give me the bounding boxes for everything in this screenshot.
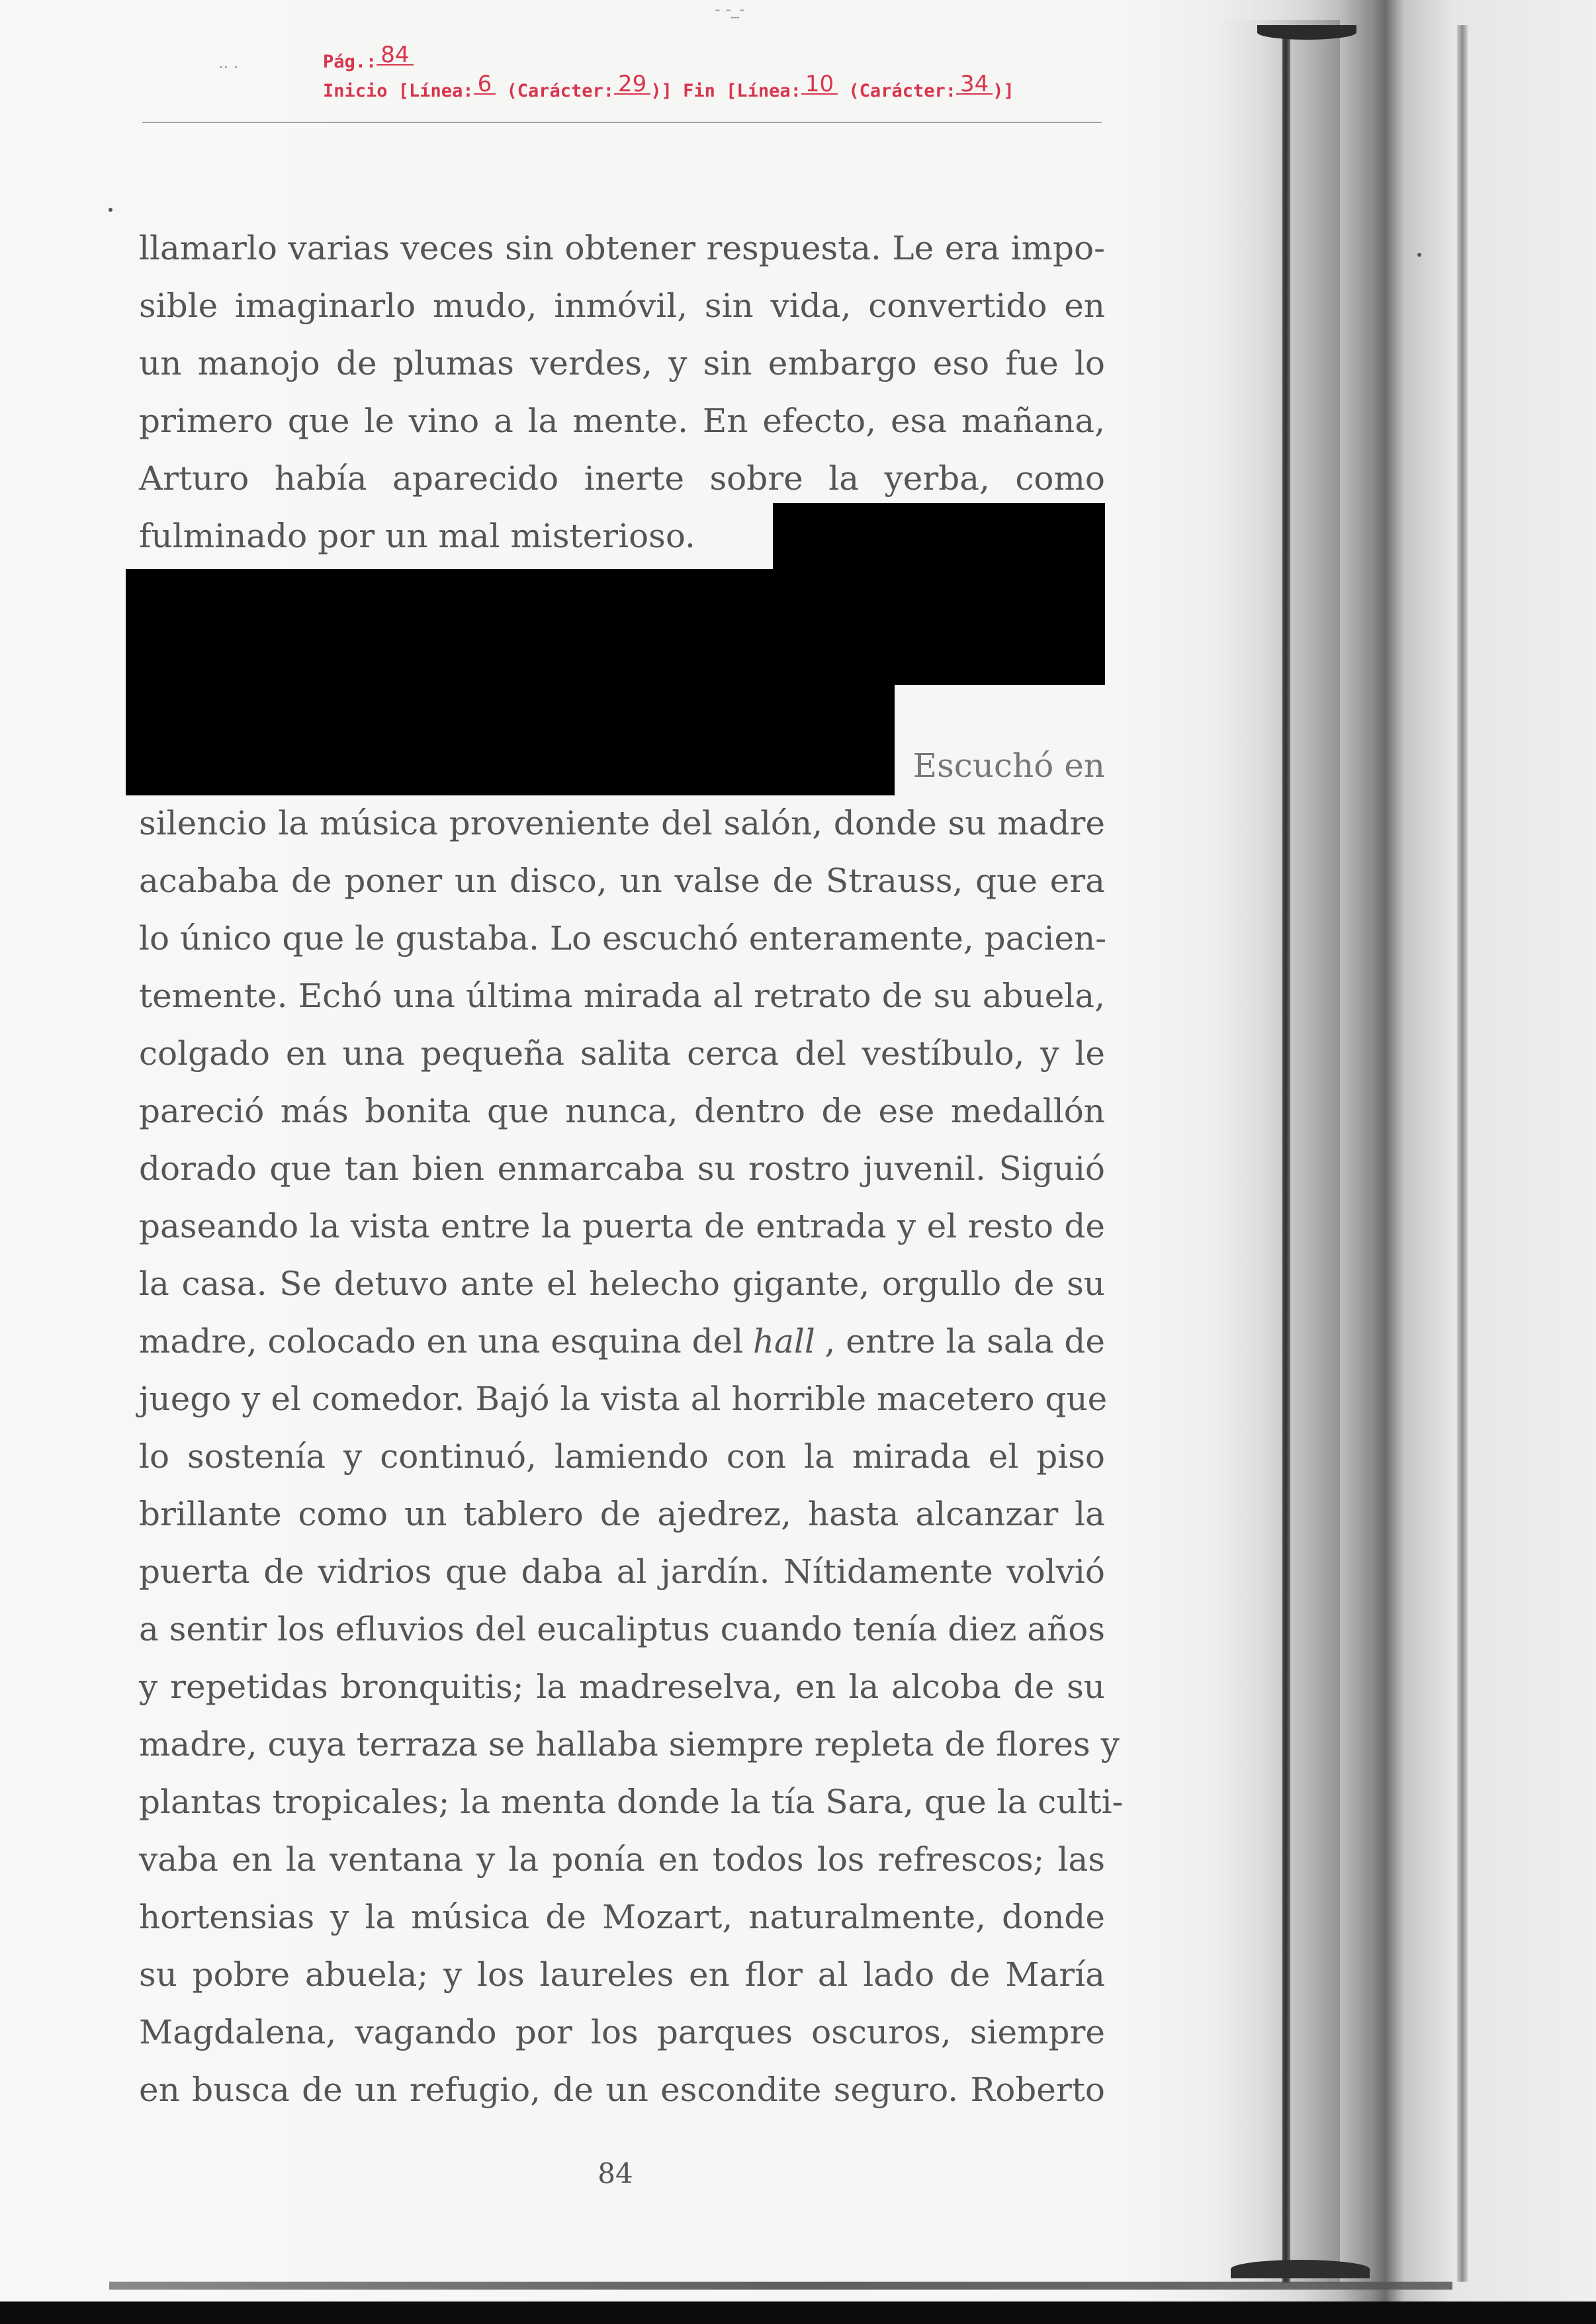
text-line: temente. Echó una última mirada al retrato de su abuela,: [139, 977, 1105, 1015]
text-line: acababa de poner un disco, un valse de Strauss, que era: [139, 862, 1105, 900]
stamp-end-char-label: (Carácter:: [848, 81, 956, 101]
text-line: [139, 513, 771, 559]
stamp-end-label: )] Fin [Línea:: [650, 81, 801, 101]
text-line: plantas tropicales; la menta donde la tía Sara, que la culti-: [139, 1783, 1124, 1821]
text-line: sible imaginarlo mudo, inmóvil, sin vida, convertido en: [139, 287, 1105, 325]
scan-mark: - -_-: [715, 0, 745, 19]
spine-top-edge: [1257, 25, 1356, 40]
text-line: Magdalena, vagando por los parques oscuros, siempre: [139, 2013, 1105, 2051]
text-line: juego y el comedor. Bajó la vista al horrible macetero que: [139, 1380, 1108, 1418]
page-right-edge: [1457, 25, 1468, 2282]
redaction-block: [126, 569, 1105, 685]
page-bottom-edge: [109, 2282, 1452, 2290]
text-line-fragment: Escuchó en: [912, 746, 1105, 785]
text-line: madre, cuya terraza se hallaba siempre repleta de flores y: [139, 1725, 1120, 1764]
stamp-start-line: 6: [474, 75, 496, 95]
text-line: la casa. Se detuvo ante el helecho gigante, orgullo de su: [139, 1265, 1105, 1303]
scan-dot: [1417, 253, 1421, 257]
text-line: pareció más bonita que nunca, dentro de ese medallón: [139, 1092, 1105, 1130]
stamp-page-label: Pág.:: [323, 52, 377, 72]
stamp-close: )]: [993, 81, 1014, 101]
text-line: primero que le vino a la mente. En efecto, esa mañana,: [139, 402, 1105, 440]
text-line: brillante como un tablero de ajedrez, hasta alcanzar la: [139, 1495, 1105, 1533]
spine-bottom-edge: [1231, 2260, 1370, 2278]
stamp-page-value: 84: [377, 46, 413, 66]
italic-word: hall: [752, 1322, 815, 1361]
scan-bottom-border: [0, 2302, 1596, 2324]
text-line: Arturo había aparecido inerte sobre la yerba, como: [139, 459, 1105, 498]
text-line: silencio la música proveniente del salón, donde su madre: [139, 804, 1105, 842]
text-line: dorado que tan bien enmarcaba su rostro juvenil. Siguió: [139, 1149, 1105, 1188]
text-line: lo sostenía y continuó, lamiendo con la mirada el piso: [139, 1437, 1105, 1476]
text-line-fragment: fulminado por un mal misterioso.: [139, 517, 695, 555]
text-line-fragment: , entre la sala de: [824, 1322, 1105, 1361]
text-line: puerta de vidrios que daba al jardín. Nítidamente volvió: [139, 1552, 1105, 1591]
text-line-fragment: madre, colocado en una esquina del: [139, 1322, 744, 1361]
text-line: y repetidas bronquitis; la madreselva, en la alcoba de su: [139, 1668, 1105, 1706]
text-line: un manojo de plumas verdes, y sin embargo eso fue lo: [139, 344, 1105, 382]
text-line: lo único que le gustaba. Lo escuchó enteramente, pacien-: [139, 919, 1107, 958]
red-stamp-header: [323, 38, 1143, 101]
redaction-block: [126, 682, 895, 795]
scan-mark: ·· ·: [218, 58, 239, 77]
text-line: llamarlo varias veces sin obtener respuesta. Le era impo-: [139, 229, 1105, 267]
stamp-end-char: 34: [956, 75, 993, 95]
stamp-start-char: 29: [614, 75, 650, 95]
text-line: vaba en la ventana y la ponía en todos los refrescos; las: [139, 1840, 1105, 1879]
stamp-start-label: Inicio [Línea:: [323, 81, 474, 101]
book-spine: [1282, 26, 1290, 2283]
text-line: colgado en una pequeña salita cerca del vestíbulo, y le: [139, 1034, 1105, 1073]
text-line: hortensias y la música de Mozart, naturalmente, donde: [139, 1898, 1105, 1936]
stamp-page-row: [323, 42, 414, 72]
text-line: en busca de un refugio, de un escondite seguro. Roberto: [139, 2071, 1105, 2109]
stamp-end-line: 10: [801, 75, 838, 95]
page-shadow: [1214, 20, 1340, 2283]
text-line: paseando la vista entre la puerta de entrada y el resto de: [139, 1207, 1105, 1245]
text-line: su pobre abuela; y los laureles en flor al lado de María: [139, 1955, 1105, 1994]
scan-dot: [109, 208, 112, 212]
text-line: [139, 1318, 1105, 1364]
stamp-range-row: [323, 71, 1014, 101]
header-rule: [142, 122, 1102, 123]
text-line: a sentir los efluvios del eucaliptus cuando tenía diez años: [139, 1610, 1106, 1648]
page-number: 84: [598, 2157, 633, 2190]
stamp-start-char-label: (Carácter:: [506, 81, 615, 101]
